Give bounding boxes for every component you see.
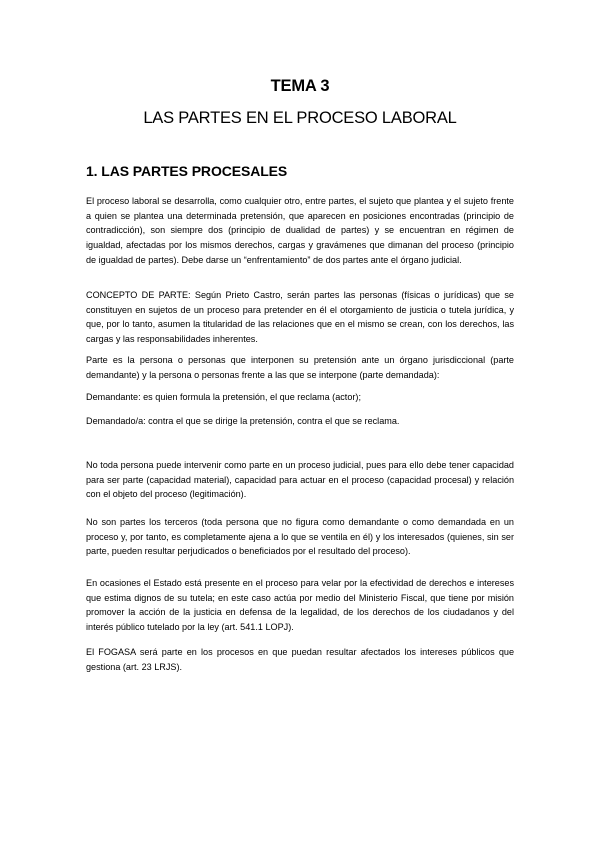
paragraph-parte-definition: Parte es la persona o personas que interponen su pretensión ante un órgano jurisdiccional (parte demandante) y la persona o personas frente a las que se interpone (parte demandada): (86, 355, 514, 380)
paragraph-capacidad: No toda persona puede intervenir como parte en un proceso judicial, pues para ello debe tener capacidad para ser parte (capacidad material), capacidad para actuar en el proceso (capacidad procesal) y relación con el objeto del proceso (legitimación). (86, 460, 514, 500)
paragraph-demandante: Demandante: es quien formula la pretensión, el que reclama (actor); (86, 392, 361, 402)
paragraph-concepto-de-parte: CONCEPTO DE PARTE: Según Prieto Castro, serán partes las personas (físicas o jurídicas) que se constituyen en sujetos de un proceso para pretender en él el otorgamiento de justicia o tutela jurídica, y que, por lo tanto, asumen la titularidad de las relaciones que en el mismo se crean, con los derechos, las cargas y las responsabilidades inherentes. (86, 290, 514, 345)
section-heading: 1. LAS PARTES PROCESALES (86, 163, 288, 179)
paragraph-fogasa: El FOGASA será parte en los procesos en que puedan resultar afectados los intereses públicos que gestiona (art. 23 LRJS). (86, 647, 514, 672)
paragraph-terceros: No son partes los terceros (toda persona que no figura como demandante o como demandada en un proceso y, por tanto, es completamente ajena a lo que se ventila en él) y los interesados (quienes, sin ser parte, pueden resultar perjudicados o beneficiados por el resultado del proceso). (86, 517, 514, 557)
paragraph-intro: El proceso laboral se desarrolla, como cualquier otro, entre partes, el sujeto que plantea y el sujeto frente a quien se plantea una determinada pretensión, que aparecen en posiciones encontradas (principio de contradicción), son siempre dos (principio de dualidad de partes) y se encuentran en régimen de igualdad, afectadas por los mismos derechos, cargas y gravámenes que dimanan del proceso (principio de igualdad de partes). Debe darse un “enfrentamiento” de dos partes ante el órgano judicial. (86, 196, 514, 265)
paragraph-ministerio-fiscal: En ocasiones el Estado está presente en el proceso para velar por la efectividad de derechos e intereses que estima dignos de su tutela; en este caso actúa por medio del Ministerio Fiscal, que tiene por misión promover la acción de la justicia en defensa de la legalidad, de los derechos de los ciudadanos y del interés público tutelado por la ley (art. 541.1 LOPJ). (86, 578, 514, 633)
page-title: TEMA 3 (270, 77, 330, 95)
paragraph-demandado: Demandado/a: contra el que se dirige la pretensión, contra el que se reclama. (86, 416, 400, 426)
page-subtitle: LAS PARTES EN EL PROCESO LABORAL (143, 109, 457, 127)
